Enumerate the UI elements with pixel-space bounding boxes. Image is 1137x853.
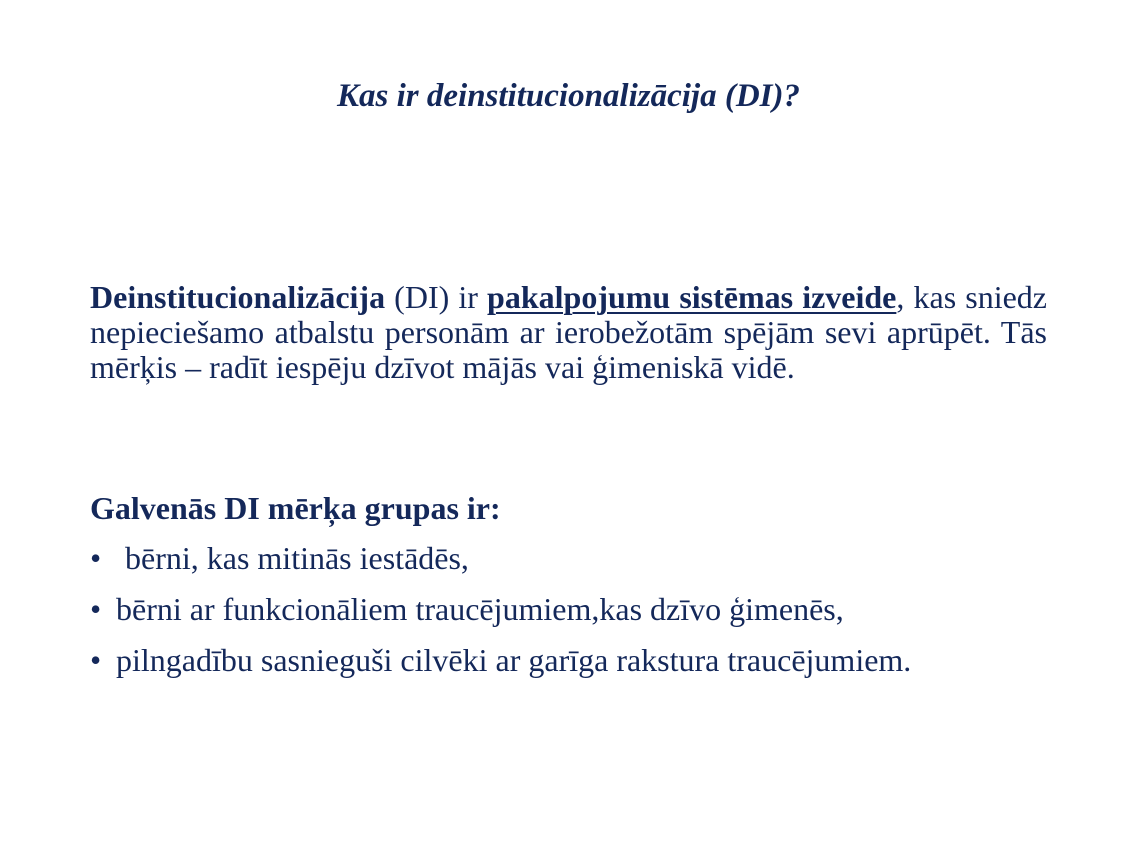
slide-title: Kas ir deinstitucionalizācija (DI)? (337, 78, 800, 114)
list-item (90, 538, 1090, 589)
list-item (90, 589, 1090, 640)
list-item-text: bērni ar funkcionāliem traucējumiem,kas dzīvo ģimenēs, (116, 591, 844, 627)
definition-paragraph (90, 280, 1047, 385)
list-item (90, 640, 1090, 691)
list-item-text: pilngadību sasnieguši cilvēki ar garīga rakstura traucējumiem. (116, 642, 912, 678)
definition-term: Deinstitucionalizācija (90, 279, 386, 315)
target-groups-heading: Galvenās DI mērķa grupas ir: (90, 490, 501, 526)
list-item-text: bērni, kas mitinās iestādēs, (125, 540, 469, 576)
definition-rest: , kas sniedz nepieciešamo atbalstu personām ar ierobežotām spējām sevi aprūpēt. Tās mērķis – radīt iespēju dzīvot mājās vai ģimeniskā vidē. (90, 279, 1048, 385)
bullet-icon: • (90, 642, 102, 678)
definition-key-phrase: pakalpojumu sistēmas izveide (487, 279, 897, 315)
bullet-icon: • (90, 591, 102, 627)
definition-abbr-text: (DI) ir (385, 279, 488, 315)
bullet-icon: • (90, 540, 102, 576)
target-groups-list (90, 538, 1090, 691)
